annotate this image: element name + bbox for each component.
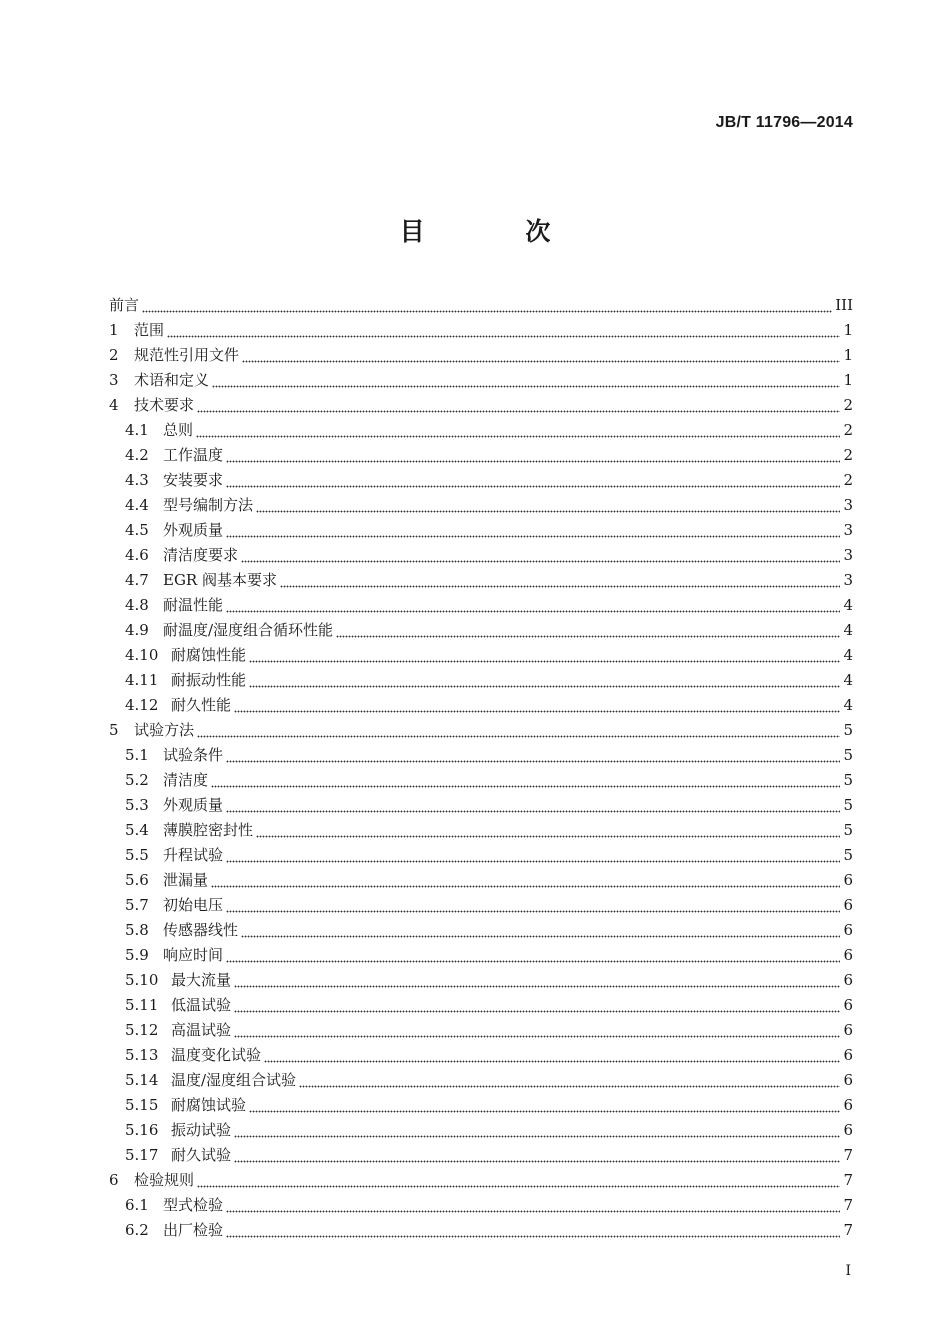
toc-entry-number: 2 xyxy=(109,346,119,364)
toc-dot-leader xyxy=(242,343,840,368)
toc-dot-leader xyxy=(197,393,840,418)
toc-entry-number: 5.13 xyxy=(125,1046,159,1064)
toc-dot-leader xyxy=(226,843,840,868)
toc-entry-number: 4.11 xyxy=(125,671,159,689)
toc-entry-page: 6 xyxy=(843,971,853,989)
toc-entry[interactable] xyxy=(109,1068,853,1093)
toc-entry-title: 外观质量 xyxy=(163,796,224,814)
toc-entry-number: 5.12 xyxy=(125,1021,159,1039)
toc-entry-title: 型式检验 xyxy=(163,1196,224,1214)
toc-entry[interactable] xyxy=(109,1018,853,1043)
toc-entry-title: 初始电压 xyxy=(163,896,224,914)
toc-dot-leader xyxy=(241,918,840,943)
toc-entry-title: 规范性引用文件 xyxy=(134,346,240,364)
table-of-contents xyxy=(109,293,853,1243)
toc-entry[interactable] xyxy=(109,468,853,493)
toc-entry-number: 4.12 xyxy=(125,696,159,714)
toc-entry-title: 技术要求 xyxy=(134,396,195,414)
toc-entry[interactable] xyxy=(109,1193,853,1218)
toc-dot-leader xyxy=(234,693,840,718)
toc-entry-page: 5 xyxy=(843,821,853,839)
toc-dot-leader xyxy=(226,468,840,493)
toc-dot-leader xyxy=(197,718,840,743)
toc-entry-number: 4.8 xyxy=(125,596,149,614)
toc-entry[interactable] xyxy=(109,868,853,893)
toc-entry[interactable] xyxy=(109,368,853,393)
toc-entry-page: 1 xyxy=(843,346,853,364)
toc-dot-leader xyxy=(211,768,840,793)
toc-entry-page: 5 xyxy=(843,721,853,739)
toc-entry-title: 响应时间 xyxy=(163,946,224,964)
toc-entry-title: 耐温性能 xyxy=(163,596,224,614)
page-title: 目 次 xyxy=(399,217,597,246)
toc-dot-leader xyxy=(234,993,840,1018)
toc-entry-number: 6 xyxy=(109,1171,119,1189)
toc-entry[interactable] xyxy=(109,568,853,593)
toc-entry-page: 1 xyxy=(843,321,853,339)
toc-dot-leader xyxy=(256,818,840,843)
toc-entry-title: 耐振动性能 xyxy=(171,671,247,689)
toc-entry-title: 传感器线性 xyxy=(163,921,239,939)
toc-entry[interactable] xyxy=(109,743,853,768)
toc-entry-page: 2 xyxy=(843,396,853,414)
toc-entry[interactable] xyxy=(109,1168,853,1193)
toc-entry-page: 4 xyxy=(843,671,853,689)
toc-dot-leader xyxy=(234,1118,840,1143)
toc-entry-page: 3 xyxy=(843,571,853,589)
toc-entry-page: 6 xyxy=(843,1071,853,1089)
toc-dot-leader xyxy=(249,643,840,668)
toc-entry-title: 工作温度 xyxy=(163,446,224,464)
toc-entry[interactable] xyxy=(109,1118,853,1143)
toc-entry[interactable] xyxy=(109,968,853,993)
toc-entry[interactable] xyxy=(109,1093,853,1118)
toc-entry-number: 4.2 xyxy=(125,446,149,464)
toc-entry[interactable] xyxy=(109,693,853,718)
toc-entry[interactable] xyxy=(109,793,853,818)
toc-entry[interactable] xyxy=(109,818,853,843)
toc-entry-number: 5.14 xyxy=(125,1071,159,1089)
toc-dot-leader xyxy=(226,443,840,468)
toc-dot-leader xyxy=(226,743,840,768)
toc-entry-page: 6 xyxy=(843,1021,853,1039)
toc-entry-page: 7 xyxy=(843,1221,853,1239)
toc-entry-page: III xyxy=(835,296,853,314)
toc-dot-leader xyxy=(226,1218,840,1243)
toc-entry[interactable] xyxy=(109,1143,853,1168)
toc-entry-title: 耐腐蚀试验 xyxy=(171,1096,247,1114)
toc-entry-number: 5.2 xyxy=(125,771,149,789)
toc-entry-title: 低温试验 xyxy=(171,996,232,1014)
toc-entry-page: 6 xyxy=(843,1046,853,1064)
toc-entry-number: 5.7 xyxy=(125,896,149,914)
toc-entry-number: 4.4 xyxy=(125,496,149,514)
toc-entry[interactable] xyxy=(109,493,853,518)
toc-entry[interactable] xyxy=(109,893,853,918)
toc-entry-title: 温度/湿度组合试验 xyxy=(171,1071,297,1089)
toc-entry-number: 5.3 xyxy=(125,796,149,814)
toc-entry-title: 泄漏量 xyxy=(163,871,209,889)
toc-entry-title: 耐腐蚀性能 xyxy=(171,646,247,664)
toc-entry[interactable] xyxy=(109,668,853,693)
toc-entry-page: 7 xyxy=(843,1146,853,1164)
toc-entry-page: 2 xyxy=(843,421,853,439)
toc-entry-title: 耐久性能 xyxy=(171,696,232,714)
toc-entry-title: 温度变化试验 xyxy=(171,1046,262,1064)
toc-entry-page: 6 xyxy=(843,896,853,914)
toc-entry-title: 耐温度/湿度组合循环性能 xyxy=(163,621,334,639)
toc-entry-title: 试验条件 xyxy=(163,746,224,764)
toc-entry[interactable] xyxy=(109,768,853,793)
toc-entry-page: 4 xyxy=(843,621,853,639)
toc-entry-page: 6 xyxy=(843,946,853,964)
toc-entry-title: 升程试验 xyxy=(163,846,224,864)
toc-entry-page: 3 xyxy=(843,496,853,514)
toc-dot-leader xyxy=(226,593,840,618)
toc-entry-page: 5 xyxy=(843,796,853,814)
toc-entry-page: 7 xyxy=(843,1196,853,1214)
toc-entry-title: 范围 xyxy=(134,321,165,339)
toc-entry[interactable] xyxy=(109,318,853,343)
toc-entry-page: 6 xyxy=(843,921,853,939)
toc-entry-title: 最大流量 xyxy=(171,971,232,989)
toc-entry[interactable] xyxy=(109,1218,853,1243)
toc-entry-number: 5.5 xyxy=(125,846,149,864)
toc-entry-page: 6 xyxy=(843,871,853,889)
toc-entry-title: 薄膜腔密封性 xyxy=(163,821,254,839)
toc-dot-leader xyxy=(299,1068,840,1093)
toc-dot-leader xyxy=(226,518,840,543)
toc-entry[interactable] xyxy=(109,418,853,443)
toc-entry-number: 6.1 xyxy=(125,1196,149,1214)
toc-entry-page: 2 xyxy=(843,471,853,489)
toc-entry[interactable] xyxy=(109,918,853,943)
toc-entry[interactable] xyxy=(109,393,853,418)
toc-entry-number: 5.8 xyxy=(125,921,149,939)
toc-entry-number: 5 xyxy=(109,721,119,739)
toc-entry[interactable] xyxy=(109,643,853,668)
toc-dot-leader xyxy=(197,1168,840,1193)
toc-entry-page: 5 xyxy=(843,746,853,764)
toc-entry-page: 7 xyxy=(843,1171,853,1189)
toc-entry-number: 4.6 xyxy=(125,546,149,564)
toc-entry-page: 6 xyxy=(843,996,853,1014)
toc-entry-number: 5.16 xyxy=(125,1121,159,1139)
toc-entry-page: 1 xyxy=(843,371,853,389)
toc-entry-number: 4.1 xyxy=(125,421,149,439)
toc-entry-number: 5.11 xyxy=(125,996,159,1014)
page-number: I xyxy=(845,1263,851,1279)
toc-dot-leader xyxy=(249,1093,840,1118)
toc-entry-page: 3 xyxy=(843,546,853,564)
toc-entry-title: 振动试验 xyxy=(171,1121,232,1139)
toc-entry[interactable] xyxy=(109,1043,853,1068)
toc-dot-leader xyxy=(167,318,840,343)
toc-entry-number: 4.7 xyxy=(125,571,149,589)
toc-entry-number: 5.9 xyxy=(125,946,149,964)
toc-dot-leader xyxy=(196,418,840,443)
toc-entry-number: 4 xyxy=(109,396,119,414)
toc-entry-number: 5.6 xyxy=(125,871,149,889)
toc-entry-page: 4 xyxy=(843,646,853,664)
toc-dot-leader xyxy=(226,1193,840,1218)
toc-entry-title: 安装要求 xyxy=(163,471,224,489)
toc-entry-title: 耐久试验 xyxy=(171,1146,232,1164)
toc-entry-title: 型号编制方法 xyxy=(163,496,254,514)
toc-dot-leader xyxy=(241,543,840,568)
toc-dot-leader xyxy=(226,793,840,818)
toc-entry-title: 外观质量 xyxy=(163,521,224,539)
toc-dot-leader xyxy=(211,868,840,893)
toc-entry-number: 3 xyxy=(109,371,119,389)
toc-dot-leader xyxy=(142,293,832,318)
toc-entry-title: 清洁度要求 xyxy=(163,546,239,564)
toc-entry[interactable] xyxy=(109,843,853,868)
toc-entry[interactable] xyxy=(109,543,853,568)
toc-entry[interactable] xyxy=(109,293,853,318)
toc-entry[interactable] xyxy=(109,343,853,368)
toc-dot-leader xyxy=(212,368,840,393)
toc-dot-leader xyxy=(256,493,840,518)
toc-entry-title: EGR 阀基本要求 xyxy=(163,571,277,589)
toc-dot-leader xyxy=(234,1018,840,1043)
toc-dot-leader xyxy=(234,1143,840,1168)
toc-entry[interactable] xyxy=(109,443,853,468)
toc-entry-title: 术语和定义 xyxy=(134,371,210,389)
toc-entry[interactable] xyxy=(109,993,853,1018)
toc-entry-number: 6.2 xyxy=(125,1221,149,1239)
toc-entry-page: 2 xyxy=(843,446,853,464)
toc-dot-leader xyxy=(226,943,840,968)
toc-entry-title: 总则 xyxy=(163,421,194,439)
toc-entry-number: 4.5 xyxy=(125,521,149,539)
toc-entry-number: 5.15 xyxy=(125,1096,159,1114)
toc-dot-leader xyxy=(249,668,840,693)
toc-dot-leader xyxy=(226,893,840,918)
toc-entry-number: 5.17 xyxy=(125,1146,159,1164)
toc-entry-title: 试验方法 xyxy=(134,721,195,739)
toc-entry-page: 6 xyxy=(843,1096,853,1114)
toc-entry-page: 5 xyxy=(843,771,853,789)
standard-number: JB/T 11796—2014 xyxy=(715,114,853,131)
toc-entry-number: 5.1 xyxy=(125,746,149,764)
toc-entry-title: 出厂检验 xyxy=(163,1221,224,1239)
toc-dot-leader xyxy=(280,568,840,593)
toc-entry-page: 5 xyxy=(843,846,853,864)
toc-entry-number: 4.9 xyxy=(125,621,149,639)
toc-entry[interactable] xyxy=(109,593,853,618)
toc-entry-number: 1 xyxy=(109,321,119,339)
toc-entry-page: 4 xyxy=(843,696,853,714)
toc-entry-page: 4 xyxy=(843,596,853,614)
toc-entry-title: 检验规则 xyxy=(134,1171,195,1189)
toc-entry-number: 5.4 xyxy=(125,821,149,839)
toc-entry-title: 高温试验 xyxy=(171,1021,232,1039)
toc-entry[interactable] xyxy=(109,618,853,643)
toc-entry[interactable] xyxy=(109,943,853,968)
toc-entry-number: 4.10 xyxy=(125,646,159,664)
toc-entry[interactable] xyxy=(109,518,853,543)
toc-entry-number: 5.10 xyxy=(125,971,159,989)
toc-dot-leader xyxy=(336,618,840,643)
toc-entry[interactable] xyxy=(109,718,853,743)
toc-entry-title: 前言 xyxy=(109,296,140,314)
toc-entry-page: 6 xyxy=(843,1121,853,1139)
toc-dot-leader xyxy=(264,1043,840,1068)
toc-entry-number: 4.3 xyxy=(125,471,149,489)
toc-entry-title: 清洁度 xyxy=(163,771,209,789)
toc-entry-page: 3 xyxy=(843,521,853,539)
toc-dot-leader xyxy=(234,968,840,993)
